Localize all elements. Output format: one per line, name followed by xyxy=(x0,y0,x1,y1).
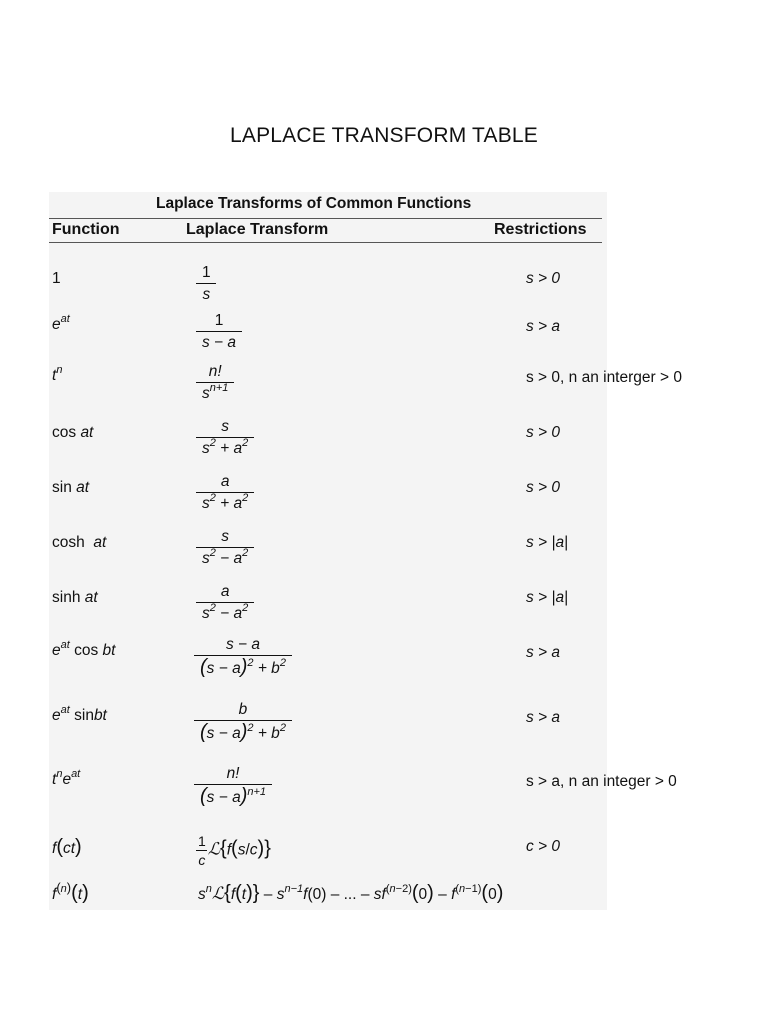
document-title: LAPLACE TRANSFORM TABLE xyxy=(229,124,539,147)
restriction-cell: s > |a| xyxy=(526,534,569,551)
function-cell: $f^{(n)}(t)$ xyxy=(52,880,89,904)
transform-cell: $\frac{1}{c}$ ℒ{f(s/c)} xyxy=(198,833,271,868)
column-header-transform: Laplace Transform xyxy=(186,221,329,238)
table-top-rule xyxy=(49,218,602,219)
function-cell: sin at xyxy=(52,479,90,496)
transform-cell: $\frac{a}{s^2 + a^2}$ xyxy=(196,473,254,513)
restriction-cell: s > a xyxy=(526,318,561,335)
restriction-cell: s > a xyxy=(526,644,561,661)
function-cell: f(ct) xyxy=(52,836,82,858)
function-cell: cos at xyxy=(52,424,94,441)
restriction-cell: s > |a| xyxy=(526,589,569,606)
function-cell: $t^ne^{at}$ xyxy=(52,768,81,788)
restriction-cell: s > 0 xyxy=(526,479,561,496)
restriction-cell: s > 0 xyxy=(526,424,561,441)
transform-cell: $\frac{n!}{s^{n+1}}$ xyxy=(196,363,234,403)
transform-cell: $\frac{1}{s - a}$ xyxy=(196,312,242,352)
restriction-cell: s > a xyxy=(526,709,561,726)
transform-cell: $\frac{s - a}{(s - a)^2 + b^2}$ xyxy=(194,636,292,678)
transform-cell: $\frac{a}{s^2 - a^2}$ xyxy=(196,583,254,623)
function-cell: $e^{at}$ sinbt xyxy=(52,704,107,724)
table-header-rule xyxy=(49,242,602,243)
transform-cell: $\frac{n!}{(s - a)^{n+1}}$ xyxy=(194,765,272,807)
function-cell: 1 xyxy=(52,270,61,287)
transform-cell: $s^nℒ\{f(t)\} - s^{n-1}f(0)$ – ... – $sf^{(n-2)}(0) - f^{(n-1)}(0)$ xyxy=(198,882,504,904)
function-cell: cosh at xyxy=(52,534,107,551)
transform-cell: $\frac{s}{s^2 + a^2}$ xyxy=(196,418,254,458)
restriction-cell: s > 0 xyxy=(526,270,561,287)
column-header-restrictions: Restrictions xyxy=(494,221,587,238)
function-cell: sinh at xyxy=(52,589,98,606)
column-header-function: Function xyxy=(52,221,120,238)
restriction-cell: c > 0 xyxy=(526,838,561,855)
restriction-cell: s > a, n an integer > 0 xyxy=(526,773,677,790)
function-cell: $t^n$ xyxy=(52,364,63,384)
restriction-cell: s > 0, n an interger > 0 xyxy=(526,369,682,386)
table-background xyxy=(49,192,607,910)
function-cell: $e^{at}$ cos bt xyxy=(52,639,116,659)
transform-cell: $\frac{1}{s}$ xyxy=(196,264,217,304)
transform-cell: $\frac{s}{s^2 - a^2}$ xyxy=(196,528,254,568)
table-caption: Laplace Transforms of Common Functions xyxy=(156,195,472,212)
function-cell: $e^{at}$ xyxy=(52,313,70,333)
transform-cell: $\frac{b}{(s - a)^2 + b^2}$ xyxy=(194,701,292,743)
